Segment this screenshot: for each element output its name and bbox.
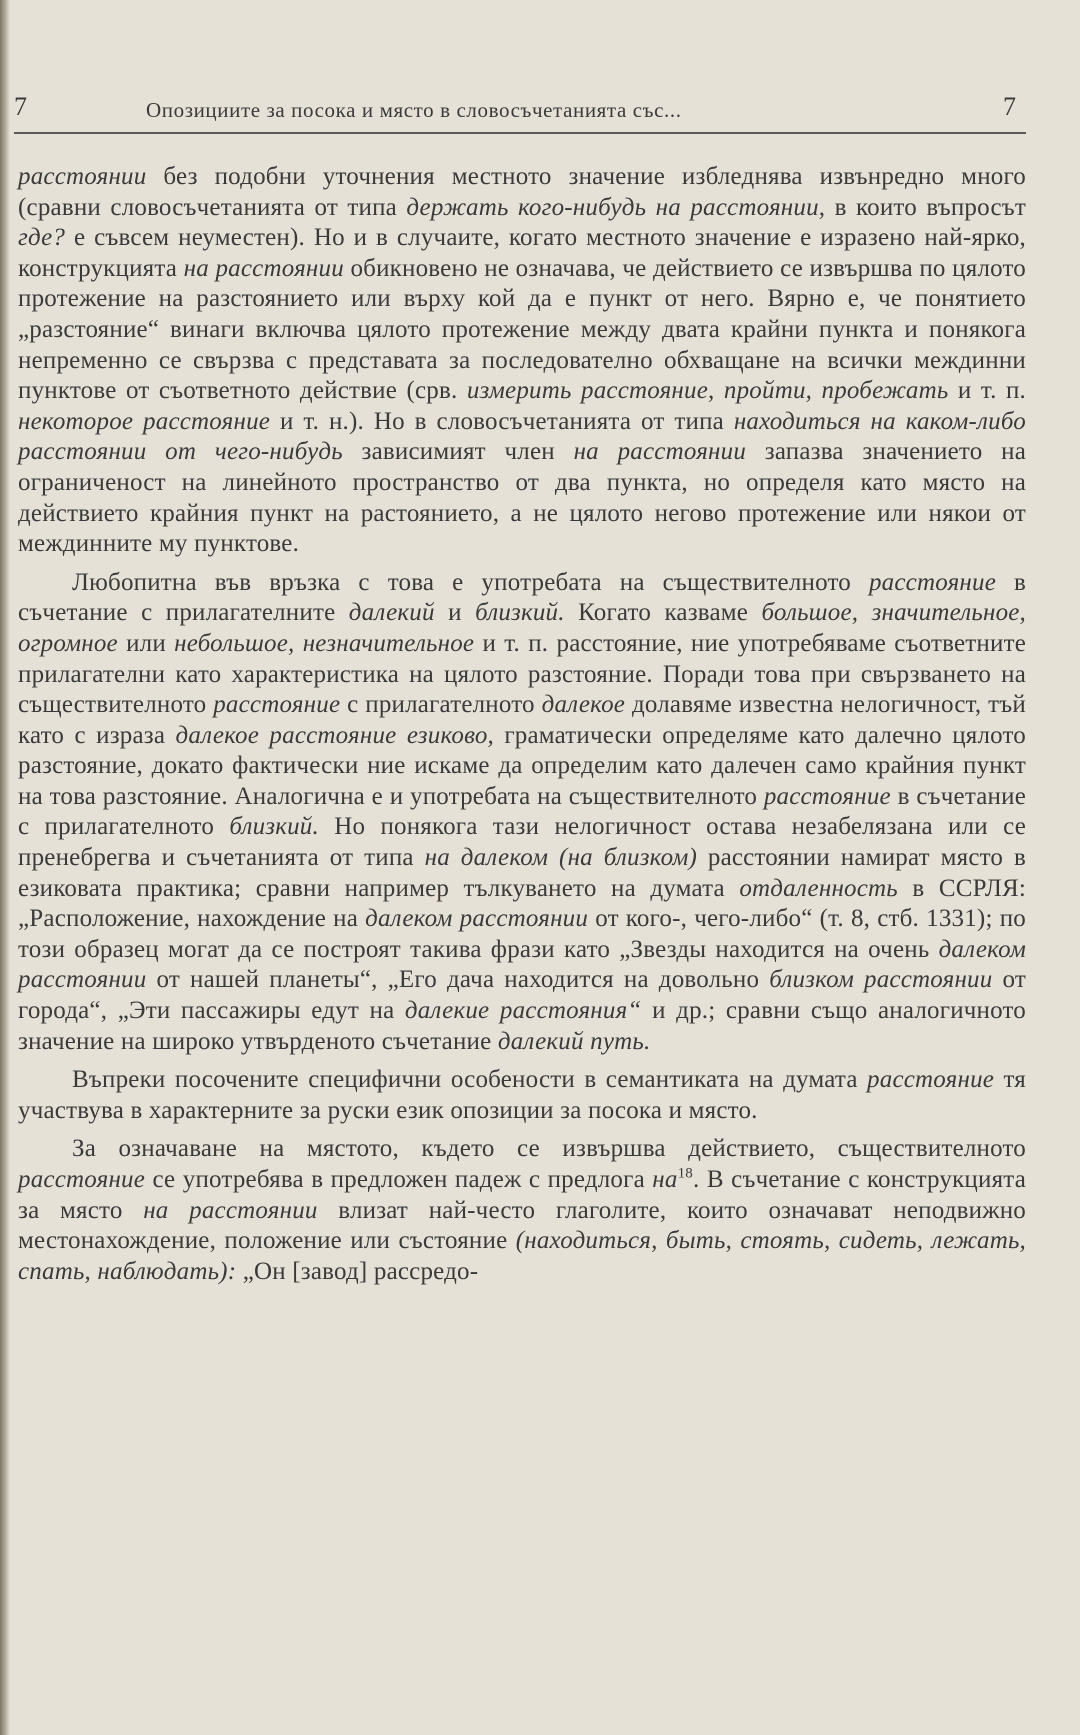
text-run: от кого-, чего-либо“ (т. 8, стб. 1331); по този образец могат да се построят такива фрази като „Звезды находится на очень bbox=[18, 905, 1026, 963]
italic-term: большое, значительное, огромное bbox=[18, 599, 1027, 657]
text-run: в които въпросът bbox=[825, 193, 1026, 221]
text-run: зависимият член bbox=[342, 438, 574, 466]
italic-term: расстояние bbox=[867, 1066, 995, 1094]
body-text bbox=[18, 162, 1026, 1287]
text-run: от города“, „Эти пассажиры едут на bbox=[18, 966, 1027, 1025]
italic-term: далекий путь. bbox=[497, 1027, 651, 1055]
italic-term: находиться на каком-либо расстоянии от чего-нибудь bbox=[18, 407, 1026, 466]
italic-term: далекое bbox=[541, 691, 626, 719]
text-run: и т. п. bbox=[948, 377, 1026, 405]
italic-term: езиково, bbox=[406, 721, 494, 749]
italic-term: измерить расстояние, пройти, пробежать bbox=[466, 377, 949, 405]
text-run: и т. п. расстояние, ние употребяваме съответните прилагателни като характеристика на цялото разстояние. Поради това при свързването на съществителното bbox=[18, 629, 1027, 719]
running-header bbox=[14, 88, 1026, 134]
italic-term: далеком расстоянии bbox=[365, 905, 589, 933]
text-run: е съвсем неуместен). Но и в случаите, когато местното значение е изразено най-ярко, конструкцията bbox=[18, 224, 1026, 282]
text-run: влизат най-често глаголите, които означават неподвижно местонахождение, положение или състояние bbox=[18, 1196, 1026, 1255]
text-run: Когато казваме bbox=[564, 599, 762, 627]
text-run: граматически определяме като далечно цялото разстояние, докато фактически ние искаме да определим като далечен само крайния пункт на това разстояние. Аналогична е и употребата на съществителното bbox=[18, 721, 1027, 810]
italic-term: далекий bbox=[348, 599, 435, 627]
text-run: тя участвува в характерните за руски език опозиции за посока и място. bbox=[18, 1066, 1026, 1124]
text-run: расстоянии намират място в езиковата практика; сравни например тълкуването на думата bbox=[18, 844, 1026, 902]
running-title: Опозициите за посока и място в словосъчетанията със... bbox=[146, 98, 682, 122]
italic-term: расстоянии bbox=[18, 163, 147, 190]
text-run: от нашей планеты“, „Его дача находится на довольно bbox=[146, 966, 770, 994]
paragraph bbox=[18, 568, 1026, 1058]
italic-term: (находиться, быть, стоять, сидеть, лежать, спать, наблюдать): bbox=[18, 1227, 1026, 1285]
text-run: и bbox=[434, 599, 476, 627]
italic-term: расстояние bbox=[763, 782, 891, 810]
italic-term: отдаленность bbox=[739, 874, 898, 902]
italic-term: расстояние bbox=[213, 691, 341, 719]
italic-term: на расстоянии bbox=[143, 1196, 318, 1224]
text-run: без подобни уточнения местното значение избледнява извънредно много (сравни словосъчетанията от типа bbox=[18, 163, 1026, 221]
italic-term: далекие расстояния“ bbox=[404, 997, 642, 1025]
left-page-number: 7 bbox=[14, 92, 27, 121]
text-run: запазва значението на ограниченост на линейното пространство от два пункта, но определя като място на действието крайния пункт на растоянието, а не цялото негово протежение или някои от междинните му пунктове. bbox=[18, 438, 1026, 558]
text-run: с прилагателното bbox=[340, 691, 542, 719]
text-run: Но понякога тази нелогичност остава незабелязана или се пренебрегва и съчетанията от типа bbox=[18, 813, 1026, 872]
text-run: и др.; сравни също аналогичното значение на широко утвърденото съчетание bbox=[18, 997, 1026, 1055]
text-run: в ССРЛЯ: „Расположение, нахождение на bbox=[18, 874, 1026, 933]
paragraph bbox=[18, 1134, 1026, 1287]
text-run: в съчетание с прилагателното bbox=[18, 782, 1027, 841]
text-run bbox=[396, 722, 406, 749]
text-run: Любопитна във връзка с това е употребата на съществителното bbox=[72, 568, 869, 596]
italic-term: держать кого-нибудь на расстоянии, bbox=[406, 193, 826, 221]
italic-term: на расстоянии bbox=[573, 438, 747, 466]
text-run: Въпреки посочените специфични особености в семантиката на думата bbox=[72, 1066, 868, 1094]
italic-term: на далеком (на близком) bbox=[424, 844, 698, 872]
italic-term: близком расстоянии bbox=[769, 966, 993, 994]
italic-term: небольшое, незначительное bbox=[174, 629, 475, 657]
paragraph bbox=[18, 1065, 1026, 1126]
italic-term: далеком расстоянии bbox=[18, 935, 1026, 994]
text-run: или bbox=[117, 629, 175, 657]
text-run: и т. н.). Но в словосъчетанията от типа bbox=[270, 407, 734, 435]
text-run: За означаване на мястото, където се извършва действието, съществителното bbox=[72, 1135, 1026, 1163]
text-run: обикновено не означава, че действието се извършва по цялото протежение на разстоянието или върху кой да е пункт от него. Вярно е, че понятието „разстояние“ винаги включва цялото протежение между двата крайни пункта и понякога непременно се свързва с представата за последователно обхващане на всички междинни пунктове от съответното действие (срв. bbox=[18, 254, 1026, 405]
italic-term: некоторое расстояние bbox=[18, 407, 271, 435]
text-run: долавяме известна нелогичност, тъй като с израза bbox=[18, 691, 1026, 749]
italic-term: где? bbox=[18, 224, 66, 252]
italic-term: на bbox=[652, 1166, 678, 1193]
text-run: . В съчетание с конструкцията за място bbox=[18, 1166, 1026, 1224]
italic-term: далекое расстояние bbox=[175, 721, 397, 749]
text-run: се употребява в предложен падеж с предлога bbox=[145, 1166, 653, 1193]
italic-term: близкий. bbox=[229, 813, 319, 841]
italic-term: расстояние bbox=[18, 1166, 146, 1193]
text-run: в съчетание с прилагателните bbox=[18, 568, 1026, 627]
footnote-ref: 18 bbox=[677, 1165, 694, 1182]
text-run: „Он [завод] рассредо- bbox=[236, 1257, 479, 1285]
page-number: 7 bbox=[1003, 92, 1016, 121]
italic-term: близкий. bbox=[475, 599, 565, 627]
italic-term: расстояние bbox=[868, 568, 996, 596]
italic-term: на расстоянии bbox=[183, 254, 344, 282]
paragraph bbox=[18, 162, 1026, 560]
